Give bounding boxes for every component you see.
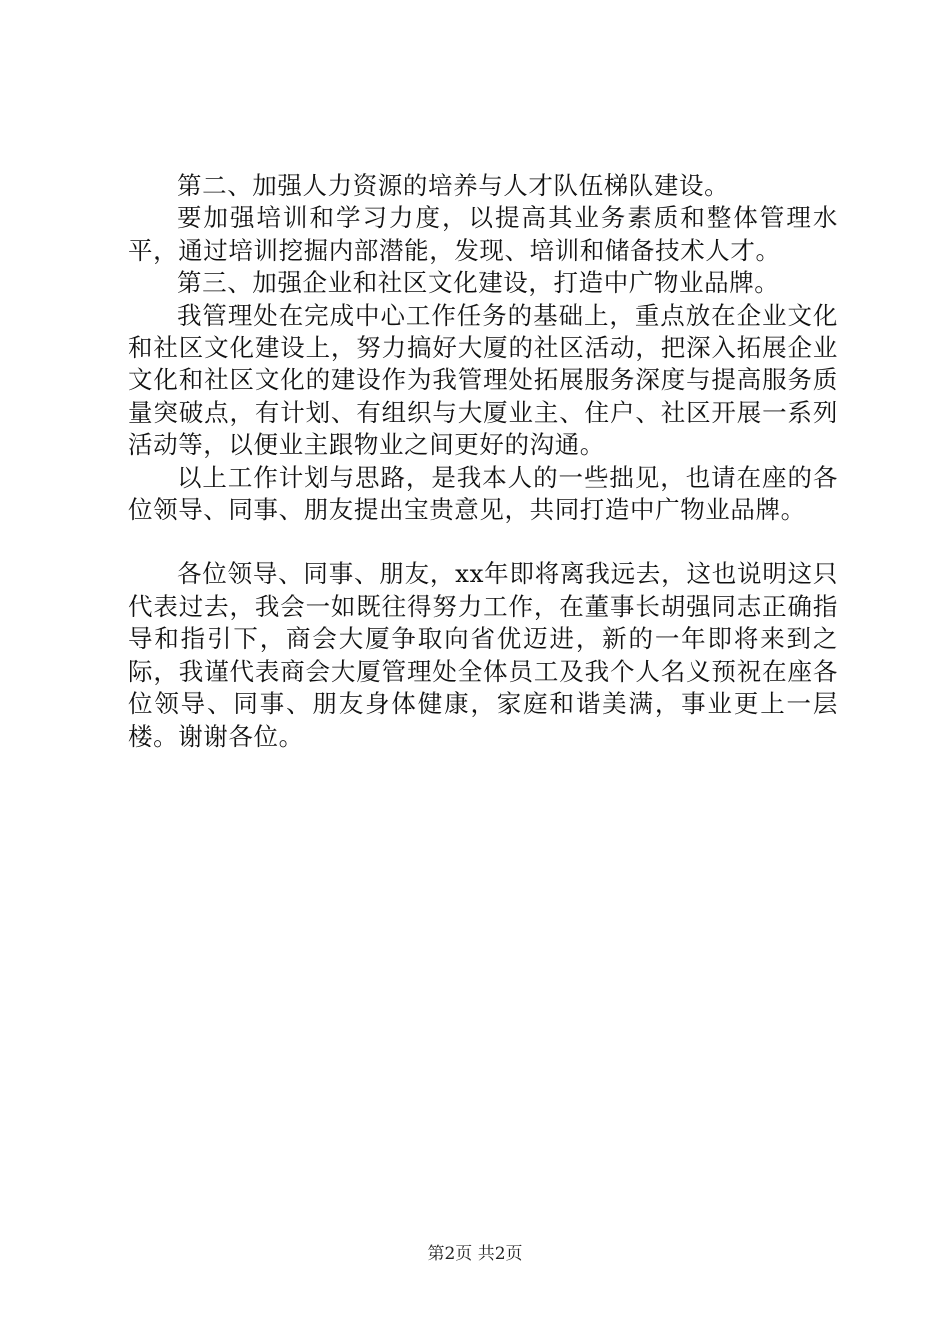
paragraph-section-three-heading: 第三、加强企业和社区文化建设，打造中广物业品牌。 bbox=[177, 268, 780, 298]
page-number-footer: 第2页 共2页 bbox=[427, 1244, 523, 1264]
paragraph-training: 要加强培训和学习力度，以提高其业务素质和整体管理水平，通过培训挖掘内部潜能，发现、培训和储备技术人才。 bbox=[128, 203, 838, 265]
paragraph-closing-remarks: 各位领导、同事、朋友，xx年即将离我远去，这也说明这只代表过去，我会一如既往得努力工作，在董事长胡强同志正确指导和指引下，商会大厦争取向省优迈进，新的一年即将来到之际，我谨代表商会大厦管理处全体员工及我个人名义预祝在座各位领导、同事、朋友身体健康，家庭和谐美满，事业更上一层楼。谢谢各位。 bbox=[128, 559, 838, 751]
paragraph-spacer bbox=[128, 526, 838, 558]
document-body bbox=[128, 170, 838, 753]
paragraph-culture-building: 我管理处在完成中心工作任务的基础上，重点放在企业文化和社区文化建设上，努力搞好大厦的社区活动，把深入拓展企业文化和社区文化的建设作为我管理处拓展服务深度与提高服务质量突破点，有计划、有组织与大厦业主、住户、社区开展一系列活动等，以便业主跟物业之间更好的沟通。 bbox=[128, 300, 838, 460]
paragraph-plan-summary: 以上工作计划与思路，是我本人的一些拙见，也请在座的各位领导、同事、朋友提出宝贵意见，共同打造中广物业品牌。 bbox=[128, 462, 838, 525]
paragraph-section-two-heading: 第二、加强人力资源的培养与人才队伍梯队建设。 bbox=[177, 171, 730, 200]
